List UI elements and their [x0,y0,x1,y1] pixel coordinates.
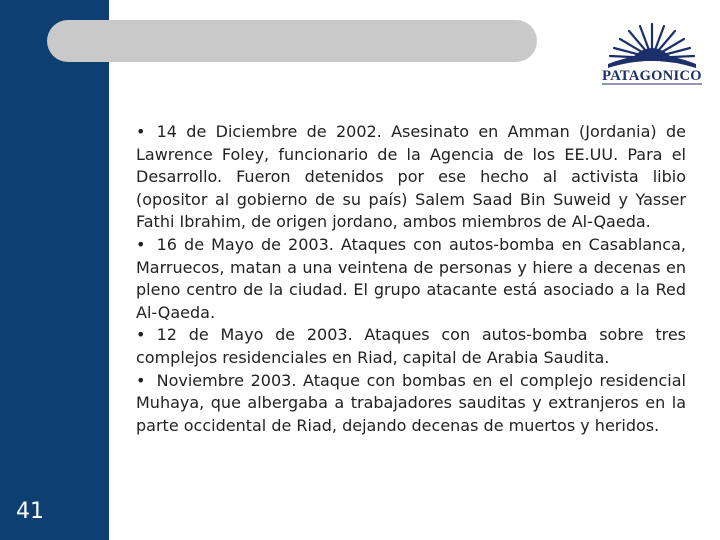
logo-top-text: GRUPO [642,61,662,67]
left-sidebar [0,0,109,540]
bullet-icon: • [136,370,146,390]
bullet-icon: • [136,234,146,254]
bullet-text: 16 de Mayo de 2003. Ataques con autos-bomba en Casablanca, Marruecos, matan a una veintena de personas y hiere a decenas en pleno centro de la ciudad. El grupo atacante está asociado a la Red Al-Qaeda. [136,234,686,322]
bullet-icon: • [136,122,146,141]
bullet-text: Noviembre 2003. Ataque con bombas en el complejo residencial Muhaya, que albergaba a trabajadores sauditas y extranjeros en la parte occidental de Riad, dejando decenas de muertos y heridos. [136,370,686,435]
bullet-item [136,370,686,438]
grupo-patagonico-logo [590,18,714,92]
slide-body [136,121,686,437]
slide-number: 41 [16,499,44,524]
title-bar [47,20,537,62]
logo-name: PATAGONICO [602,68,702,84]
bullet-icon: • [136,325,146,345]
bullet-text: 12 de Mayo de 2003. Ataques con autos-bomba sobre tres complejos residenciales en Riad, capital de Arabia Saudita. [136,325,686,367]
bullet-item [136,234,686,324]
bullet-item [136,121,686,234]
bullet-text: 14 de Diciembre de 2002. Asesinato en Amman (Jordania) de Lawrence Foley, funcionario de la Agencia de los EE.UU. Para el Desarrollo. Fueron detenidos por ese hecho al activista libio (opositor al gobierno de su país) Salem Saad Bin Suweid y Yasser Fathi Ibrahim, de origen jordano, ambos miembros de Al-Qaeda. [136,122,686,232]
bullet-item [136,324,686,369]
logo-graphic [590,18,714,92]
